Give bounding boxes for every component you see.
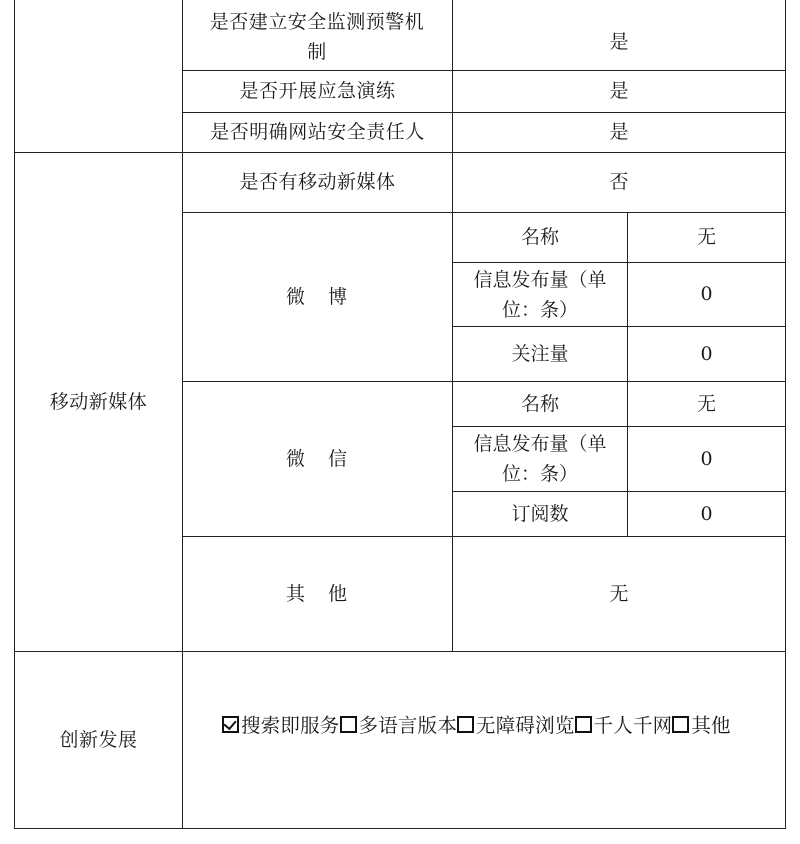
- weibo-post-label-text: 信息发布量（单位：条）: [473, 268, 607, 321]
- option-multilingual[interactable]: [340, 710, 458, 738]
- wechat-post-value: 0: [700, 447, 713, 470]
- innovation-section-label: 创新发展: [59, 728, 138, 751]
- option-label: 其他: [691, 714, 731, 737]
- wechat-subscribe-label: 订阅数: [511, 502, 569, 525]
- security-responsible-value: 是: [609, 121, 629, 143]
- wechat-name-value: 无: [696, 392, 716, 415]
- option-accessibility[interactable]: [457, 710, 575, 738]
- weibo-post-label: [465, 263, 615, 326]
- wechat-post-label-text: 信息发布量（单位：条）: [473, 433, 607, 485]
- monitoring-warning-label: [202, 4, 432, 70]
- checkbox-icon[interactable]: [672, 716, 689, 733]
- weibo-name-value: 无: [696, 226, 716, 248]
- checked-checkbox-icon[interactable]: [222, 716, 239, 733]
- checkbox-icon[interactable]: [457, 716, 474, 733]
- option-label: 千人千网: [593, 714, 673, 737]
- wechat-label: 微 信: [285, 447, 349, 470]
- weibo-name-label: 名称: [520, 226, 559, 248]
- table-right-border: [785, 0, 786, 829]
- weibo-follow-value: 0: [700, 342, 713, 365]
- option-other[interactable]: [672, 710, 730, 738]
- wechat-post-label: [465, 427, 615, 491]
- wechat-name-label: 名称: [520, 392, 559, 415]
- emergency-drill-value: 是: [609, 80, 629, 102]
- monitoring-warning-text: 是否建立安全监测预警机制: [209, 11, 425, 63]
- has-mobile-media-value: 否: [609, 171, 629, 193]
- option-search-as-service[interactable]: [222, 710, 340, 738]
- weibo-post-value: 0: [700, 283, 713, 305]
- table-bottom-border: [14, 828, 786, 829]
- option-label: 多语言版本: [358, 714, 458, 737]
- other-media-label: 其 他: [285, 582, 349, 605]
- monitoring-warning-value: 是: [609, 30, 629, 53]
- other-media-value: 无: [609, 582, 629, 605]
- checkbox-icon[interactable]: [340, 716, 357, 733]
- security-responsible-label: 是否明确网站安全责任人: [210, 121, 425, 143]
- option-personalized[interactable]: [575, 710, 673, 738]
- weibo-label: 微 博: [285, 285, 349, 308]
- mobile-media-section-label: 移动新媒体: [49, 390, 148, 413]
- emergency-drill-label: 是否开展应急演练: [239, 80, 396, 102]
- option-label: 搜索即服务: [241, 714, 340, 737]
- option-label: 无障碍浏览: [476, 714, 575, 737]
- has-mobile-media-label: 是否有移动新媒体: [239, 171, 396, 193]
- checkbox-icon[interactable]: [575, 716, 592, 733]
- weibo-follow-label: 关注量: [511, 342, 569, 365]
- innovation-options: [222, 708, 731, 740]
- wechat-subscribe-value: 0: [700, 502, 713, 525]
